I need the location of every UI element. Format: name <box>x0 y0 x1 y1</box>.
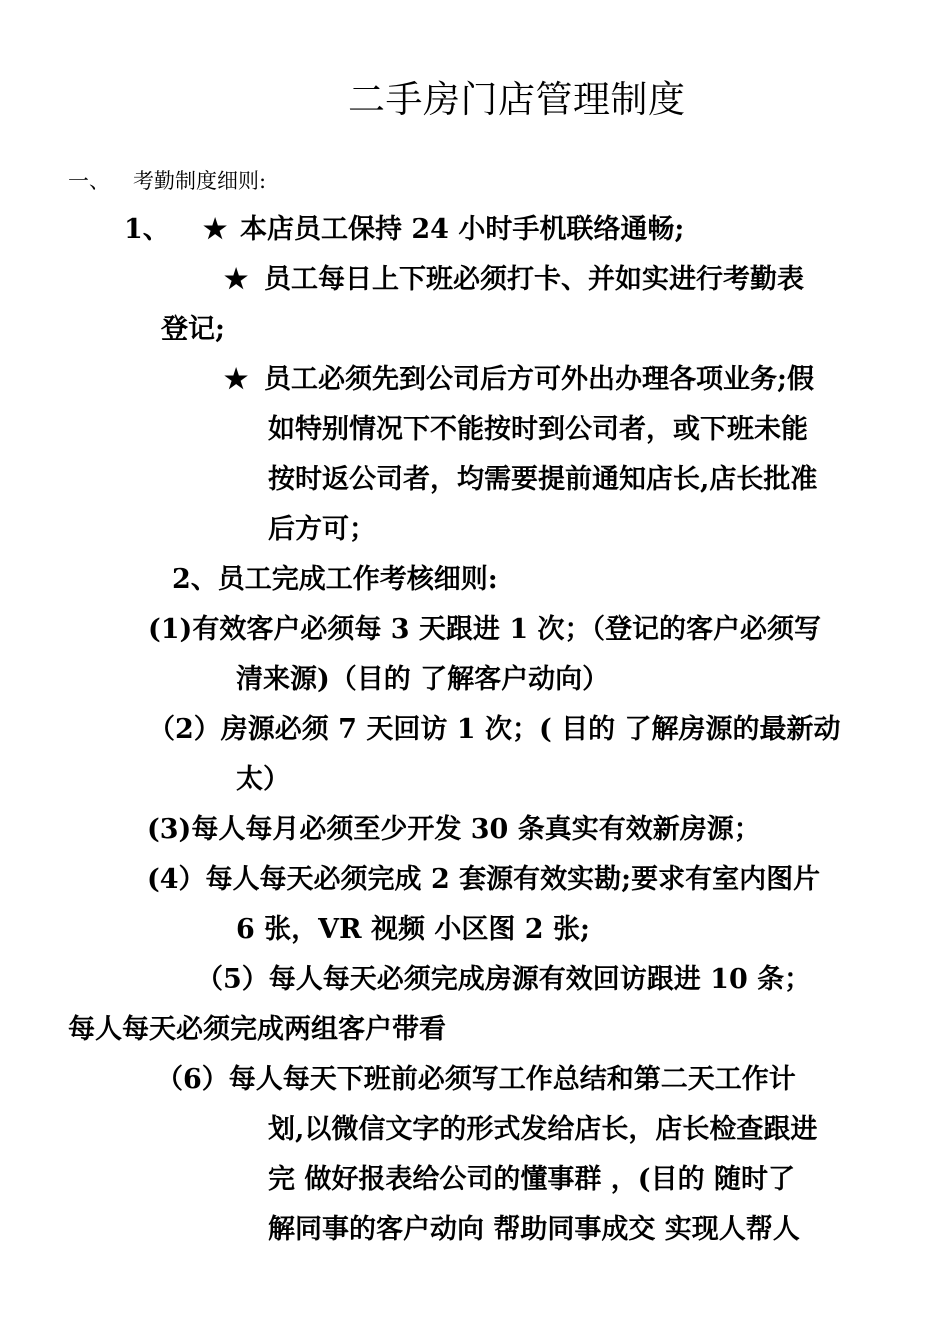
rule-line: (1)有效客户必须每 3 天跟进 1 次；（登记的客户必须写 <box>148 614 822 645</box>
item-number: 1、 <box>124 214 170 245</box>
rule-line: 每人每天必须完成两组客户带看 <box>68 1014 446 1045</box>
rule-line: (3)每人每月必须至少开发 30 条真实有效新房源； <box>147 814 761 845</box>
rule-line: （6）每人每天下班前必须写工作总结和第二天工作计 <box>156 1064 796 1095</box>
section-heading: 考勤制度细则: <box>133 169 267 193</box>
star-icon: ★ <box>224 364 249 395</box>
rule-line: 本店员工保持 24 小时手机联络通畅; <box>240 214 685 245</box>
rule-line: 员工每日上下班必须打卡、并如实进行考勤表 <box>264 264 804 295</box>
rule-line: （2）房源必须 7 天回访 1 次；( 目的 了解房源的最新动 <box>148 714 841 745</box>
rule-line: 太） <box>236 764 290 795</box>
rule-line: 6 张，VR 视频 小区图 2 张; <box>236 914 590 945</box>
star-icon: ★ <box>203 214 228 245</box>
rule-line: (4）每人每天必须完成 2 套源有效实勘;要求有室内图片 <box>147 864 821 895</box>
rule-line: 划,以微信文字的形式发给店长，店长检查跟进 <box>268 1114 818 1145</box>
rule-line: 清来源)（目的 了解客户动向） <box>236 664 610 695</box>
rule-line: 如特别情况下不能按时到公司者，或下班未能 <box>268 414 808 445</box>
rule-line: （5）每人每天必须完成房源有效回访跟进 10 条； <box>196 964 812 995</box>
star-icon: ★ <box>224 264 249 295</box>
rule-line: 按时返公司者，均需要提前通知店长,店长批准 <box>268 464 818 495</box>
rule-line: 后方可； <box>268 514 376 545</box>
subsection-heading: 2、员工完成工作考核细则: <box>172 564 498 595</box>
page-title: 二手房门店管理制度 <box>348 78 686 121</box>
rule-line: 员工必须先到公司后方可外出办理各项业务;假 <box>264 364 814 395</box>
rule-line: 登记; <box>161 314 225 345</box>
section-number: 一、 <box>68 169 110 193</box>
rule-line: 解同事的客户动向 帮助同事成交 实现人帮人 <box>268 1214 800 1245</box>
rule-line: 完 做好报表给公司的懂事群 ，(目的 随时了 <box>268 1164 795 1195</box>
